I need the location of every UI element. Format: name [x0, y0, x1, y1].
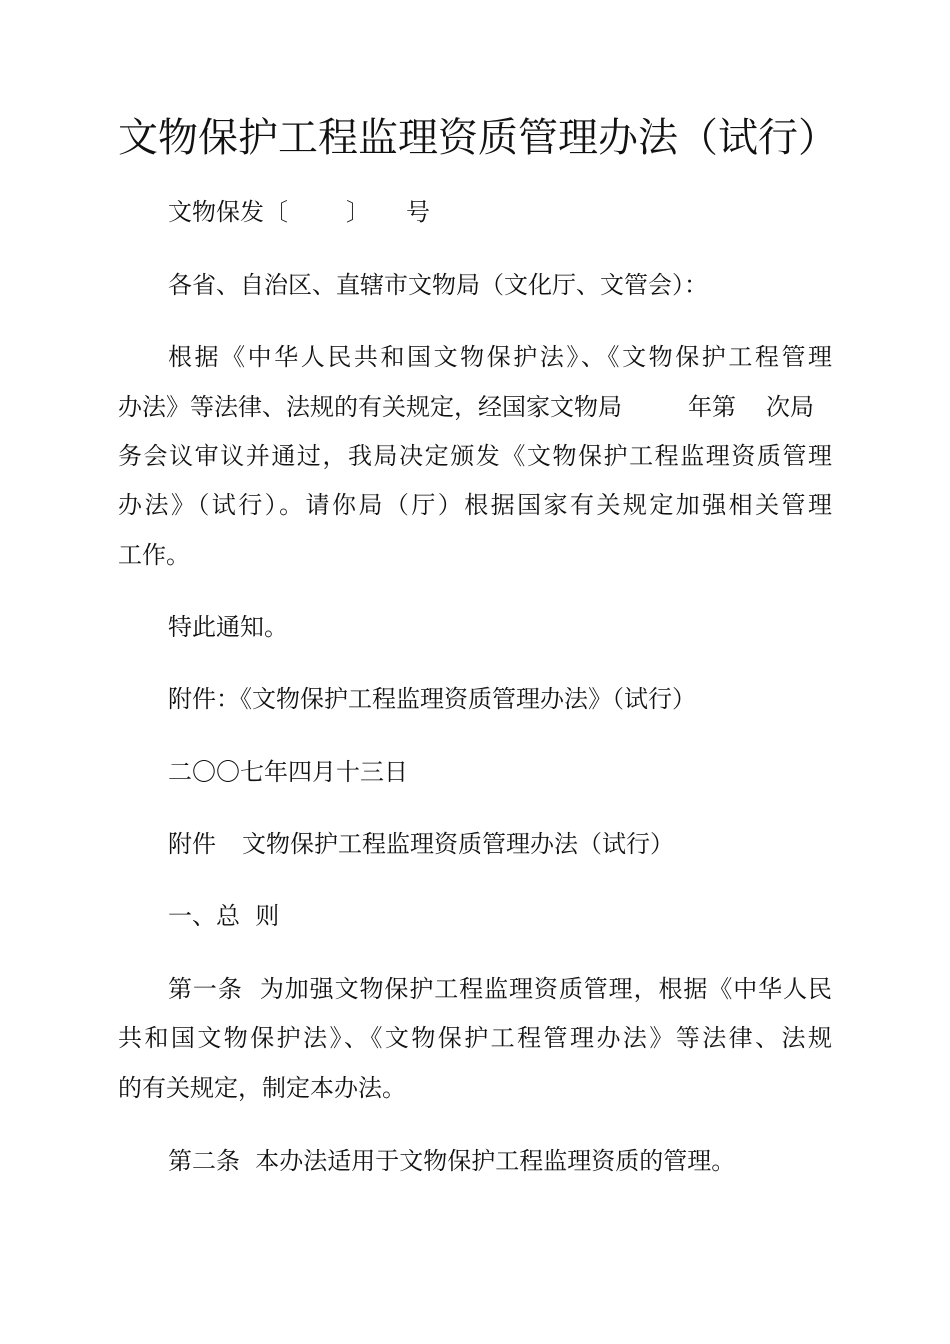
- article-1-line-2: 共和国文物保护法》、《文物保护工程管理办法》等法律、法规: [118, 1024, 832, 1052]
- body-line-2: [118, 392, 832, 422]
- chapter-heading: 一、总 则: [168, 902, 280, 930]
- attachment-title: 文物保护工程监理资质管理办法（试行）: [242, 830, 674, 858]
- body-line-2-year: 年第: [688, 393, 736, 421]
- addressee: 各省、自治区、直辖市文物局（文化厅、文管会）：: [168, 271, 708, 299]
- body-line-2-session: 次局: [766, 393, 814, 421]
- document-title: 文物保护工程监理资质管理办法（试行）: [118, 115, 838, 161]
- article-1-line-3: 的有关规定，制定本办法。: [118, 1074, 406, 1102]
- doc-number-bracket-close: 〕: [346, 198, 370, 226]
- doc-number-prefix: 文物保发〔: [168, 198, 288, 226]
- body-line-4: 办法》（试行）。请你局（厅）根据国家有关规定加强相关管理: [118, 491, 832, 519]
- article-2: 第二条 本办法适用于文物保护工程监理资质的管理。: [168, 1147, 736, 1175]
- body-line-2-text: 办法》等法律、法规的有关规定，经国家文物局: [118, 393, 622, 421]
- document-number: [168, 197, 832, 227]
- doc-number-suffix: 号: [406, 198, 430, 226]
- body-line-3: 务会议审议并通过，我局决定颁发《文物保护工程监理资质管理: [118, 442, 832, 470]
- issue-date: 二〇〇七年四月十三日: [168, 758, 408, 786]
- article-1-line-1: 第一条 为加强文物保护工程监理资质管理，根据《中华人民: [168, 975, 832, 1003]
- attachment-label: 附件: [168, 830, 216, 858]
- attachment-reference: 附件：《文物保护工程监理资质管理办法》（试行）: [168, 685, 696, 713]
- closing-text: 特此通知。: [168, 613, 288, 641]
- attachment-heading: [168, 829, 832, 859]
- body-line-5: 工作。: [118, 541, 190, 569]
- body-line-1: 根据《中华人民共和国文物保护法》、《文物保护工程管理: [168, 343, 832, 371]
